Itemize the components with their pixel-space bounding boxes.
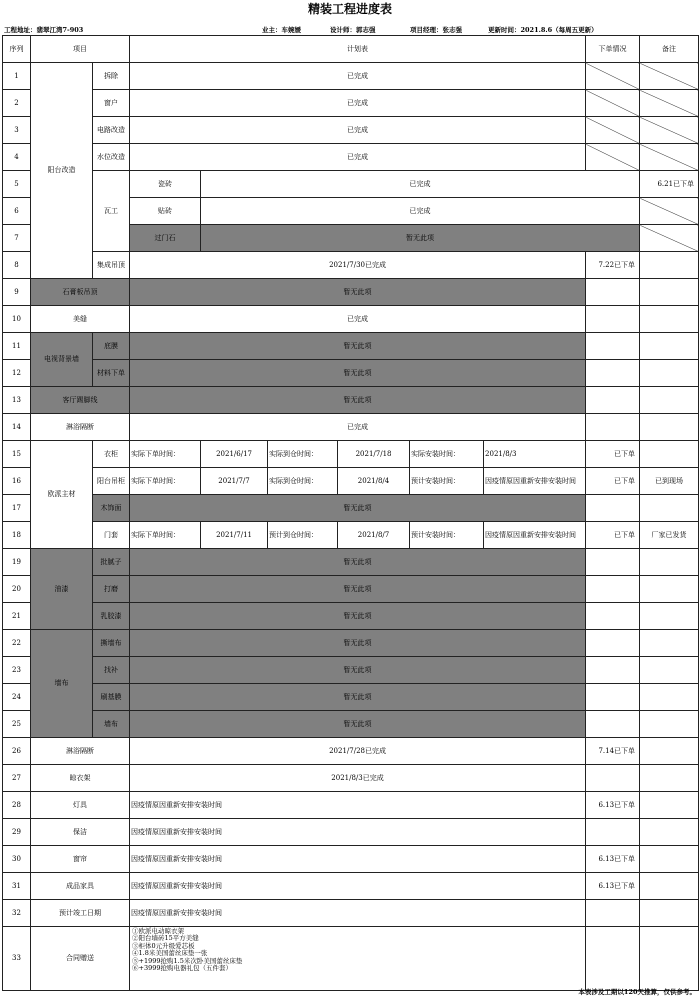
row-order <box>586 603 640 630</box>
row-item: 过门石 <box>130 225 201 252</box>
row-seq: 20 <box>3 576 31 603</box>
install-time-label: 预计安装时间： <box>410 468 484 495</box>
row-plan: 暂无此项 <box>130 360 586 387</box>
group-oupai: 欧派主材 <box>31 441 93 549</box>
row-order <box>586 900 640 927</box>
table-row <box>3 495 699 522</box>
table-row <box>3 117 699 144</box>
gift-item: ⑥+3999抢购电器礼包（五件套） <box>132 964 233 973</box>
row-item: 预计竣工日期 <box>31 900 130 927</box>
install-time-value: 因疫情原因重新安排安装时间 <box>484 522 586 549</box>
row-remark <box>640 738 699 765</box>
row-plan: 因疫情原因重新安排安装时间 <box>130 900 586 927</box>
row-order <box>586 414 640 441</box>
page-title: 精装工程进度表 <box>307 2 392 16</box>
row-seq: 6 <box>3 198 31 225</box>
row-plan: 因疫情原因重新安排安装时间 <box>130 819 586 846</box>
row-item: 石膏板吊顶 <box>31 279 130 306</box>
row-remark <box>640 117 699 144</box>
row-item: 底膜 <box>93 333 130 360</box>
row-remark <box>640 657 699 684</box>
row-seq: 10 <box>3 306 31 333</box>
table-row <box>3 90 699 117</box>
row-item: 衣柜 <box>93 441 130 468</box>
row-seq: 1 <box>3 63 31 90</box>
row-item: 美缝 <box>31 306 130 333</box>
row-remark <box>640 279 699 306</box>
row-order <box>586 576 640 603</box>
table-row <box>3 873 699 900</box>
row-order <box>586 117 640 144</box>
info-manager: 项目经理：张志强 <box>410 26 462 34</box>
row-plan: 已完成 <box>201 198 640 225</box>
row-plan: 因疫情原因重新安排安装时间 <box>130 846 586 873</box>
row-item: 找补 <box>93 657 130 684</box>
row-remark <box>640 711 699 738</box>
row-item: 晾衣架 <box>31 765 130 792</box>
row-seq: 16 <box>3 468 31 495</box>
row-remark <box>640 90 699 117</box>
row-plan: 2021/7/28已完成 <box>130 738 586 765</box>
row-order <box>640 198 699 225</box>
row-order: 6.13已下单 <box>586 846 640 873</box>
row-plan: 已完成 <box>130 63 586 90</box>
info-updated: 更新时间：2021.8.6（每周五更新） <box>488 26 598 34</box>
row-seq: 7 <box>3 225 31 252</box>
header-plan: 计划表 <box>130 36 586 63</box>
install-time-value: 2021/8/3 <box>484 441 586 468</box>
row-seq: 33 <box>3 927 31 991</box>
row-remark: 已到现场 <box>640 468 699 495</box>
table-row <box>3 711 699 738</box>
progress-table <box>2 35 699 991</box>
table-row <box>3 549 699 576</box>
row-seq: 23 <box>3 657 31 684</box>
row-seq: 30 <box>3 846 31 873</box>
table-row <box>3 441 699 468</box>
row-plan: 暂无此项 <box>130 333 586 360</box>
table-row <box>3 171 699 198</box>
row-seq: 19 <box>3 549 31 576</box>
row-plan: 暂无此项 <box>130 549 586 576</box>
row-item: 窗户 <box>93 90 130 117</box>
row-plan: 已完成 <box>201 171 640 198</box>
row-seq: 13 <box>3 387 31 414</box>
table-row <box>3 846 699 873</box>
gift-item: ②阳台墙砖15平方美缝 <box>132 934 199 943</box>
row-plan: 暂无此项 <box>130 657 586 684</box>
row-remark <box>640 252 699 279</box>
row-seq: 5 <box>3 171 31 198</box>
arrive-time-value: 2021/8/7 <box>338 522 410 549</box>
group-paint: 油漆 <box>31 549 93 630</box>
row-remark <box>640 819 699 846</box>
table-row <box>3 927 699 991</box>
row-remark <box>640 549 699 576</box>
order-time-label: 实际下单时间： <box>130 468 201 495</box>
row-order <box>586 387 640 414</box>
row-item: 瓷砖 <box>130 171 201 198</box>
row-item: 保洁 <box>31 819 130 846</box>
gift-item: ③柜体0元升级爱芯板 <box>132 941 195 950</box>
row-item: 成品家具 <box>31 873 130 900</box>
row-order <box>586 360 640 387</box>
row-plan: 暂无此项 <box>130 630 586 657</box>
row-remark <box>640 387 699 414</box>
row-item: 木饰面 <box>93 495 130 522</box>
group-wallcloth: 墙布 <box>31 630 93 738</box>
row-remark <box>640 306 699 333</box>
table-row <box>3 360 699 387</box>
order-time-label: 实际下单时间： <box>130 522 201 549</box>
row-order <box>586 765 640 792</box>
row-seq: 29 <box>3 819 31 846</box>
row-seq: 3 <box>3 117 31 144</box>
row-seq: 26 <box>3 738 31 765</box>
install-time-label: 预计安装时间： <box>410 522 484 549</box>
row-order <box>586 711 640 738</box>
row-plan: 暂无此项 <box>130 711 586 738</box>
row-seq: 22 <box>3 630 31 657</box>
table-row <box>3 765 699 792</box>
row-plan: 已完成 <box>130 306 586 333</box>
row-order: 已下单 <box>586 522 640 549</box>
row-seq: 12 <box>3 360 31 387</box>
row-order: 6.13已下单 <box>586 873 640 900</box>
row-remark <box>640 144 699 171</box>
table-row <box>3 144 699 171</box>
row-remark <box>640 684 699 711</box>
row-plan: 暂无此项 <box>201 225 640 252</box>
row-item: 电路改造 <box>93 117 130 144</box>
gift-item: ④1.8米美国蕾丝床垫一张 <box>132 949 208 958</box>
row-remark <box>640 441 699 468</box>
row-item: 批腻子 <box>93 549 130 576</box>
install-time-value: 因疫情原因重新安排安装时间 <box>484 468 586 495</box>
row-plan: 暂无此项 <box>130 684 586 711</box>
row-item: 合同赠送 <box>31 927 130 991</box>
row-remark <box>640 360 699 387</box>
header-item: 项目 <box>31 36 130 63</box>
row-item: 撕墙布 <box>93 630 130 657</box>
row-seq: 15 <box>3 441 31 468</box>
row-remark <box>640 792 699 819</box>
row-order: 7.14已下单 <box>586 738 640 765</box>
row-order <box>586 333 640 360</box>
row-remark: 厂家已发货 <box>640 522 699 549</box>
row-seq: 2 <box>3 90 31 117</box>
table-row <box>3 576 699 603</box>
row-item: 集成吊顶 <box>93 252 130 279</box>
row-item: 门套 <box>93 522 130 549</box>
row-order <box>586 90 640 117</box>
table-row <box>3 792 699 819</box>
row-remark <box>640 333 699 360</box>
row-item: 刷基膜 <box>93 684 130 711</box>
row-plan: 已完成 <box>130 414 586 441</box>
header-remark: 备注 <box>640 36 699 63</box>
row-order <box>586 657 640 684</box>
info-owner: 业主：车婉媛 <box>262 26 301 34</box>
arrive-time-label: 实际到仓时间： <box>268 468 338 495</box>
row-order <box>586 144 640 171</box>
row-plan: 2021/7/30已完成 <box>130 252 586 279</box>
table-row <box>3 414 699 441</box>
row-plan: 已完成 <box>130 117 586 144</box>
row-seq: 14 <box>3 414 31 441</box>
row-order: 6.13已下单 <box>586 792 640 819</box>
row-seq: 9 <box>3 279 31 306</box>
row-item: 客厅踢脚线 <box>31 387 130 414</box>
table-row <box>3 522 699 549</box>
row-plan: 暂无此项 <box>130 576 586 603</box>
gift-item: ⑤+1999抢购1.5米次卧美国蕾丝床垫 <box>132 956 243 965</box>
row-order <box>586 630 640 657</box>
table-row <box>3 333 699 360</box>
arrive-time-label: 实际到仓时间： <box>268 441 338 468</box>
install-time-label: 实际安装时间： <box>410 441 484 468</box>
row-seq: 25 <box>3 711 31 738</box>
row-remark <box>640 900 699 927</box>
row-order <box>586 927 640 991</box>
info-designer: 设计师：郭志强 <box>330 26 376 34</box>
row-order <box>586 819 640 846</box>
table-row <box>3 819 699 846</box>
row-seq: 18 <box>3 522 31 549</box>
group-tv: 电视背景墙 <box>31 333 93 387</box>
row-order <box>586 684 640 711</box>
row-plan: 暂无此项 <box>130 387 586 414</box>
row-remark <box>640 63 699 90</box>
row-plan: 暂无此项 <box>130 495 586 522</box>
row-item: 墙布 <box>93 711 130 738</box>
row-plan: 暂无此项 <box>130 603 586 630</box>
row-seq: 24 <box>3 684 31 711</box>
row-order <box>586 63 640 90</box>
row-order: 7.22已下单 <box>586 252 640 279</box>
row-seq: 32 <box>3 900 31 927</box>
row-remark <box>640 495 699 522</box>
row-seq: 17 <box>3 495 31 522</box>
row-order <box>586 495 640 522</box>
order-time-value: 2021/7/7 <box>201 468 268 495</box>
row-seq: 21 <box>3 603 31 630</box>
row-plan: 因疫情原因重新安排安装时间 <box>130 873 586 900</box>
row-item: 材料下单 <box>93 360 130 387</box>
gift-item: ①欧派电动晾衣架 <box>132 927 185 935</box>
row-remark <box>640 927 699 991</box>
row-item: 灯具 <box>31 792 130 819</box>
table-row <box>3 630 699 657</box>
row-remark <box>640 576 699 603</box>
row-item: 贴砖 <box>130 198 201 225</box>
footer-note: 本表涉及工期以120天推算，仅供参考。 <box>578 988 696 996</box>
row-plan: 已完成 <box>130 144 586 171</box>
row-remark <box>640 846 699 873</box>
gift-list <box>130 927 586 991</box>
row-remark <box>640 765 699 792</box>
row-item: 窗帘 <box>31 846 130 873</box>
table-row <box>3 387 699 414</box>
header-seq: 序列 <box>3 36 31 63</box>
row-order <box>586 306 640 333</box>
table-row <box>3 279 699 306</box>
table-row <box>3 738 699 765</box>
row-seq: 28 <box>3 792 31 819</box>
table-row <box>3 900 699 927</box>
row-seq: 8 <box>3 252 31 279</box>
row-plan: 因疫情原因重新安排安装时间 <box>130 792 586 819</box>
row-order: 已下单 <box>586 441 640 468</box>
table-row <box>3 468 699 495</box>
arrive-time-value: 2021/8/4 <box>338 468 410 495</box>
row-order: 已下单 <box>586 468 640 495</box>
table-row <box>3 306 699 333</box>
header-order: 下单情况 <box>586 36 640 63</box>
row-item: 拆除 <box>93 63 130 90</box>
row-item: 乳胶漆 <box>93 603 130 630</box>
table-row <box>3 63 699 90</box>
row-order <box>586 279 640 306</box>
row-seq: 31 <box>3 873 31 900</box>
row-item: 淋浴隔断 <box>31 738 130 765</box>
table-row <box>3 603 699 630</box>
group-balcony: 阳台改造 <box>31 63 93 279</box>
row-seq: 4 <box>3 144 31 171</box>
row-item: 打磨 <box>93 576 130 603</box>
table-row <box>3 252 699 279</box>
arrive-time-value: 2021/7/18 <box>338 441 410 468</box>
row-order <box>586 549 640 576</box>
arrive-time-label: 预计到仓时间： <box>268 522 338 549</box>
row-remark <box>640 603 699 630</box>
group-tile: 瓦工 <box>93 171 130 252</box>
row-item: 阳台吊柜 <box>93 468 130 495</box>
row-plan: 已完成 <box>130 90 586 117</box>
row-plan: 2021/8/3已完成 <box>130 765 586 792</box>
row-order <box>640 225 699 252</box>
order-time-value: 2021/6/17 <box>201 441 268 468</box>
info-address: 工程地址：翡翠江湾7-903 <box>4 26 84 34</box>
row-seq: 27 <box>3 765 31 792</box>
row-order: 6.21已下单 <box>640 171 699 198</box>
row-remark <box>640 414 699 441</box>
table-row <box>3 657 699 684</box>
row-remark <box>640 873 699 900</box>
row-remark <box>640 630 699 657</box>
table-header-row <box>3 36 699 63</box>
order-time-label: 实际下单时间： <box>130 441 201 468</box>
row-seq: 11 <box>3 333 31 360</box>
table-row <box>3 684 699 711</box>
row-plan: 暂无此项 <box>130 279 586 306</box>
order-time-value: 2021/7/11 <box>201 522 268 549</box>
row-item: 水位改造 <box>93 144 130 171</box>
row-item: 淋浴隔断 <box>31 414 130 441</box>
